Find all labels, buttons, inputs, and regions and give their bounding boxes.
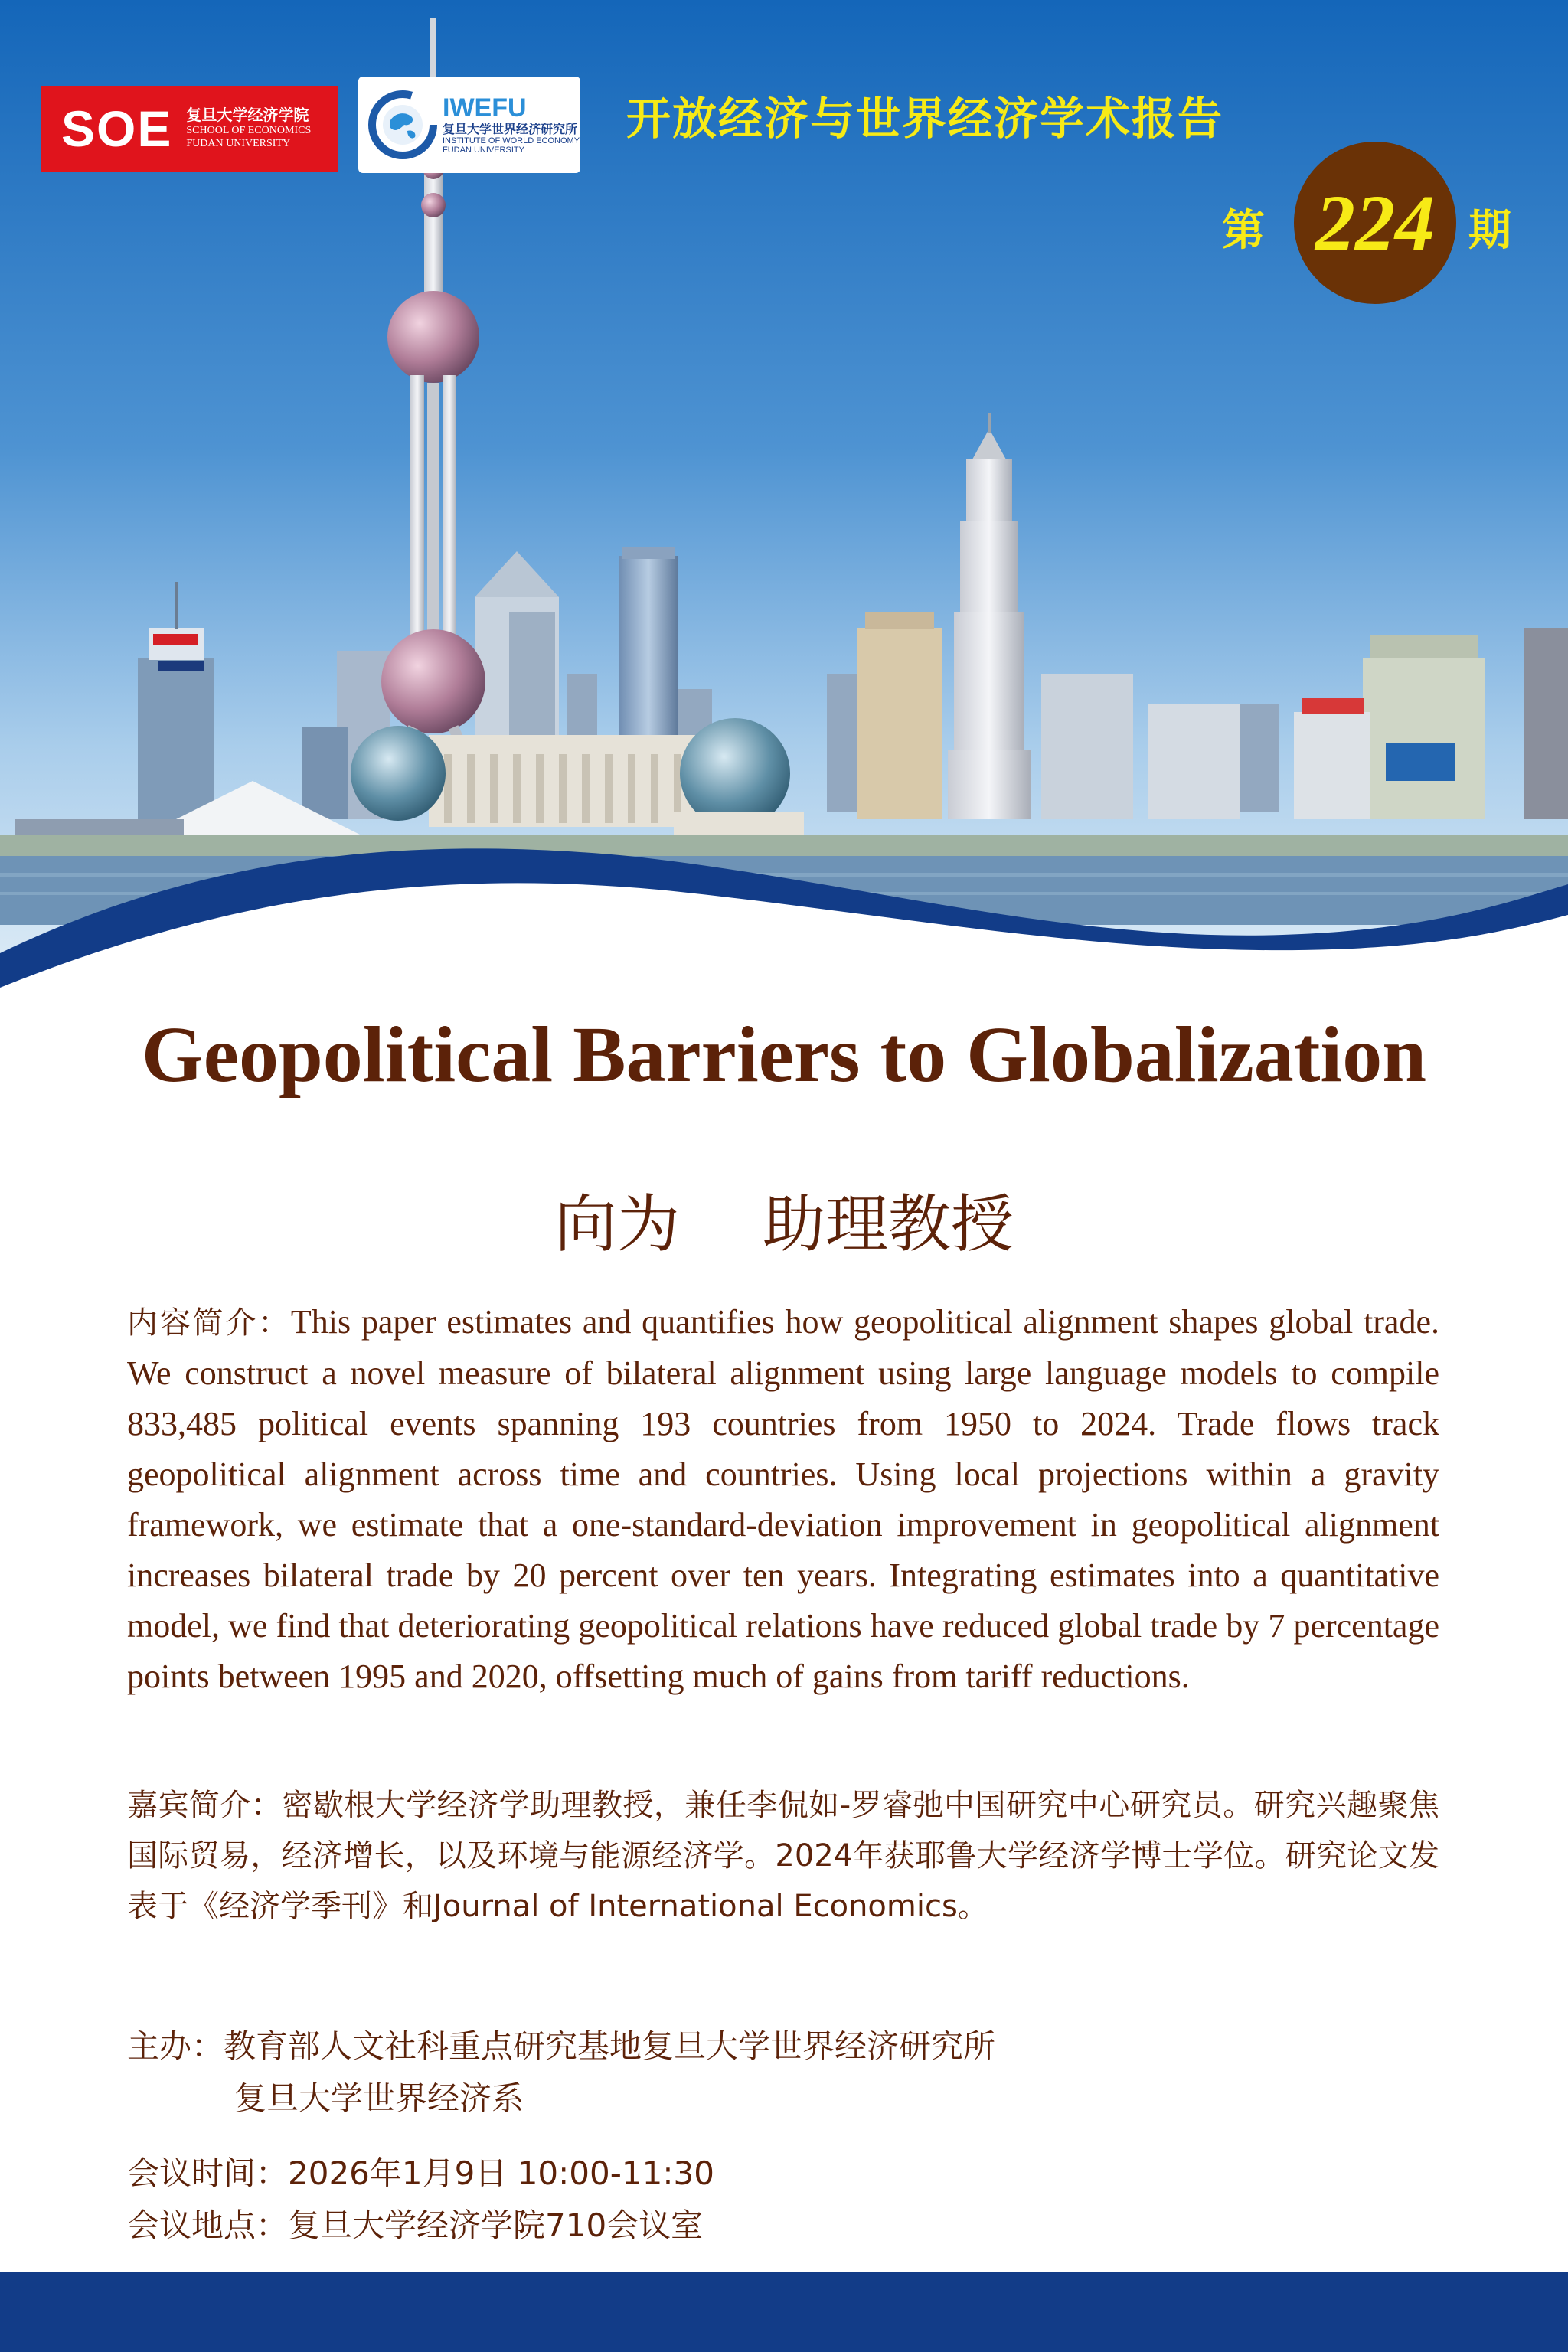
bio-label: 嘉宾简介： [127,1788,283,1823]
host-line-1 [127,2021,995,2067]
abstract-label: 内容简介： [127,1305,291,1341]
iwefu-logo-cn: 复旦大学世界经济研究所 [443,122,578,136]
host-label: 主办： [127,2027,224,2065]
series-title: 开放经济与世界经济学术报告 [626,93,1224,145]
meeting-place [127,2200,703,2246]
header-banner [0,0,1568,995]
iwefu-logo-text [443,94,580,155]
soe-logo-en1: SCHOOL OF ECONOMICS [186,125,312,137]
place-value: 复旦大学经济学院710会议室 [288,2207,704,2244]
iwefu-globe-logo [358,77,580,173]
soe-logo [41,86,338,172]
iwefu-logo-en1: INSTITUTE OF WORLD ECONOMY [443,136,580,146]
iwefu-logo-mark: IWEFU [443,93,527,123]
soe-logo-cn: 复旦大学经济学院 [186,107,309,125]
bio-section [127,1780,1439,1932]
iwefu-logo-en2: FUDAN UNIVERSITY [443,145,524,155]
speaker-name: 向为 助理教授 [554,1188,1014,1261]
issue-prefix: 第 [1222,205,1265,256]
place-label: 会议地点： [127,2207,289,2244]
footer-bar [0,2272,1568,2352]
host-org-2: 复旦大学世界经济系 [234,2079,524,2117]
host-org-1: 教育部人文社科重点研究基地复旦大学世界经济研究所 [224,2027,996,2065]
globe-icon [364,87,441,163]
bio-text: 密歇根大学经济学助理教授，兼任李侃如-罗睿弛中国研究中心研究员。研究兴趣聚焦国际贸易，经济增长，以及环境与能源经济学。2024年获耶鲁大学经济学博士学位。研究论文发表于《经济学季刊》和Journal of International Economics。 [127,1788,1440,1924]
soe-logo-text [186,107,311,149]
abstract-text: This paper estimates and quantifies how geopolitical alignment shapes global trade. We construct a novel measure of bilateral alignment using large language models to compile 833,485 political events spanning 193 countries from 1950 to 2024. Trade flows track geopolitical alignment across time and countries. Using local projections within a gravity framework, we estimate that a one-standard-deviation improvement in geopolitical alignment increases bilateral trade by 20 percent over ten years. Integrating estimates into a quantitative model, we find that deteriorating geopolitical relations have reduced global trade by 7 percentage points between 1995 and 2020, offsetting much of gains from tariff reductions. [127,1303,1439,1695]
time-label: 会议时间： [127,2154,289,2192]
soe-logo-en2: FUDAN UNIVERSITY [186,137,291,149]
soe-logo-mark: SOE [61,100,173,157]
issue-number: 224 [1315,178,1435,267]
time-value: 2026年1月9日 10:00-11:30 [288,2154,714,2192]
abstract-section [127,1297,1439,1702]
issue-number-badge [1210,142,1547,310]
issue-suffix: 期 [1468,205,1511,256]
meeting-time [127,2148,714,2194]
host-line-2 [234,2073,524,2119]
talk-title: Geopolitical Barriers to Globalization [141,1011,1427,1099]
